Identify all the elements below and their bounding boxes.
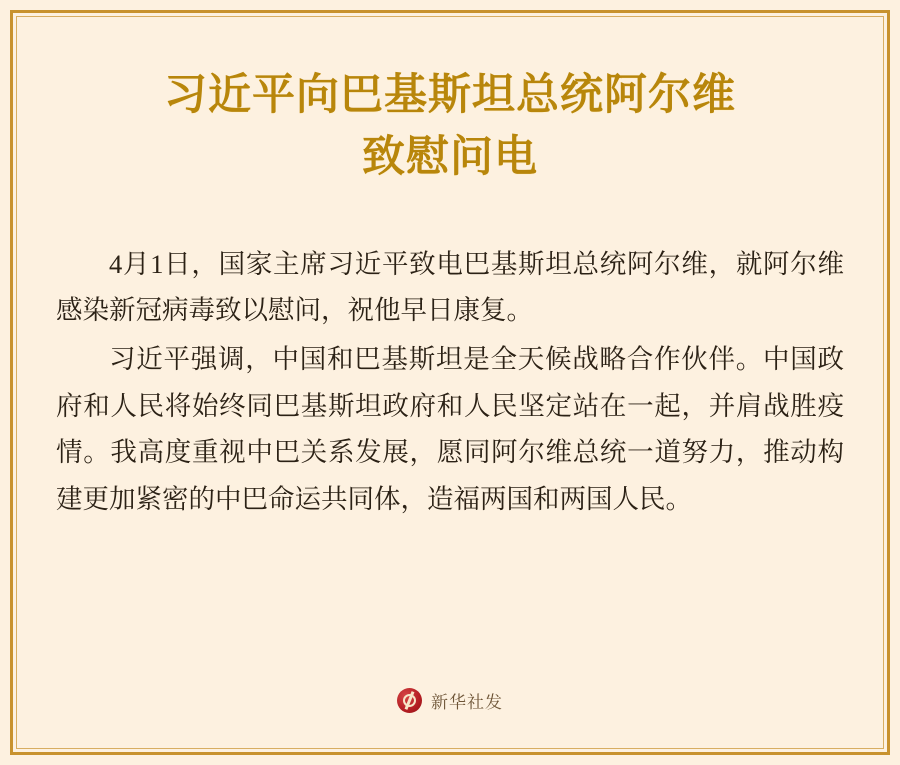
article-body (38, 241, 862, 523)
article-paragraph-1: 4月1日，国家主席习近平致电巴基斯坦总统阿尔维，就阿尔维感染新冠病毒致以慰问，祝他早日康复。 (56, 248, 844, 326)
source-label: 新华社发 (431, 693, 503, 712)
page-title (38, 64, 862, 189)
page-title-line-2: 致慰问电 (362, 132, 538, 183)
document-content (38, 34, 862, 731)
xinhua-logo-icon (397, 688, 422, 713)
article-paragraph-2: 习近平强调，中国和巴基斯坦是全天候战略合作伙伴。中国政府和人民将始终同巴基斯坦政府和人民坚定站在一起，并肩战胜疫情。我高度重视中巴关系发展，愿同阿尔维总统一道努力，推动构建更加紧密的中巴命运共同体，造福两国和两国人民。 (56, 343, 844, 514)
page-title-line-1: 习近平向巴基斯坦总统阿尔维 (164, 70, 736, 120)
source-attribution (38, 688, 862, 713)
